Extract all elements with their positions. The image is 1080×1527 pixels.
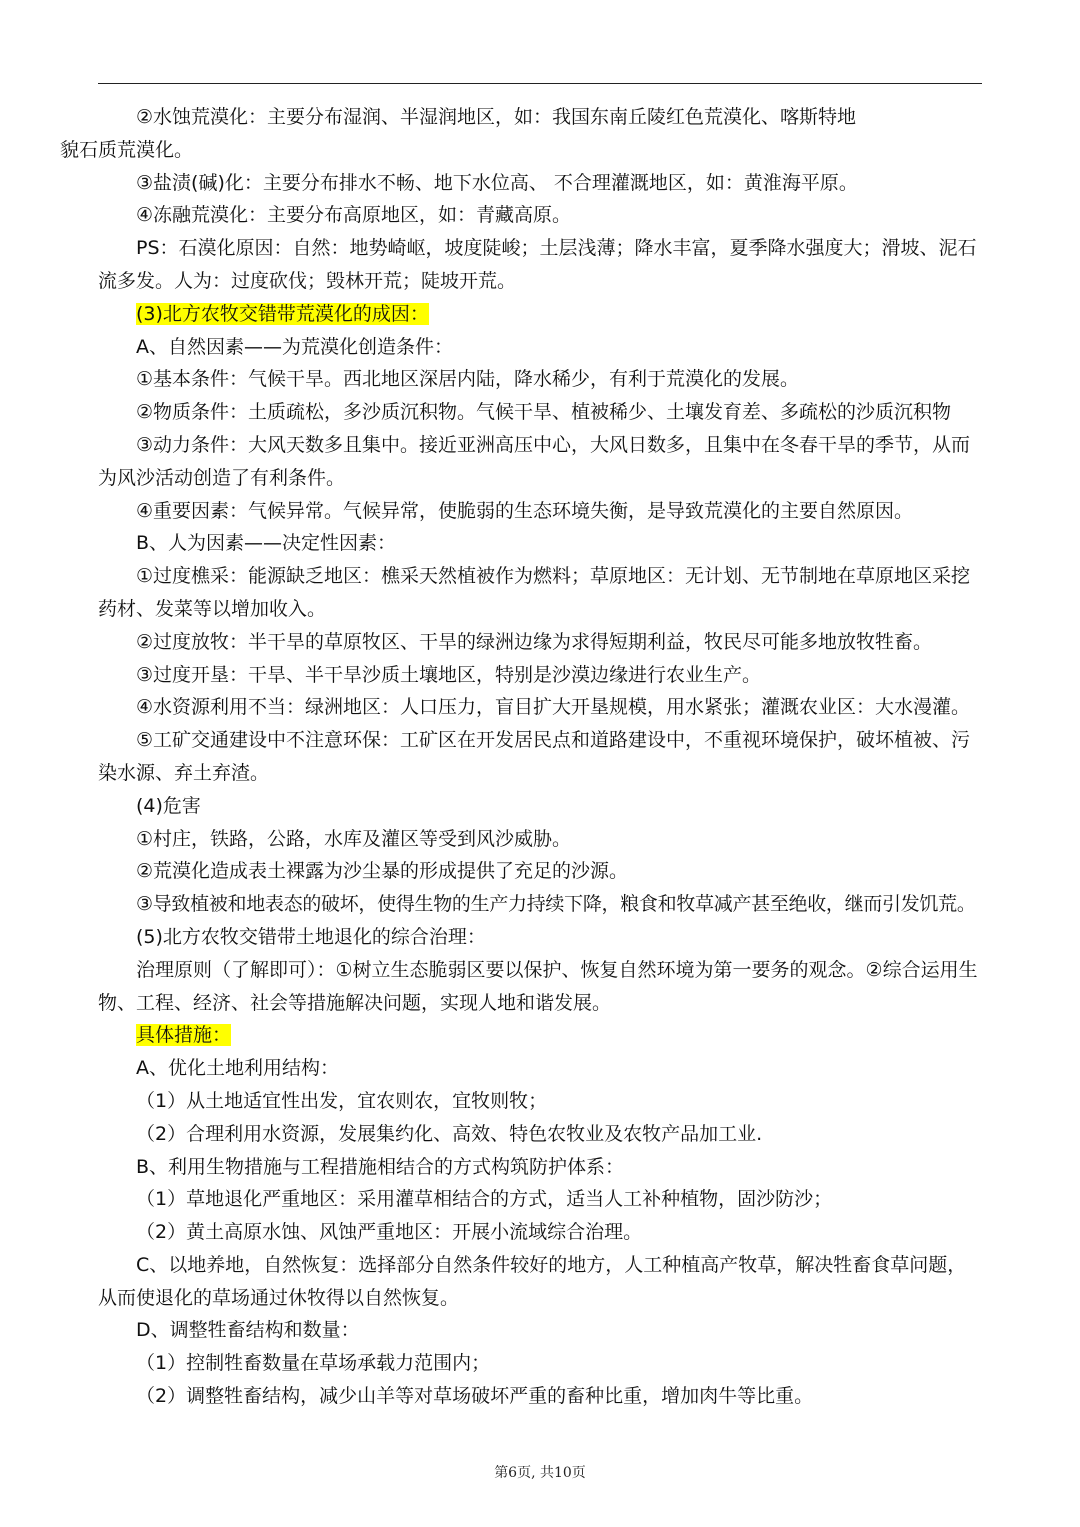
paragraph: ⑤工矿交通建设中不注意环保：工矿区在开发居民点和道路建设中，不重视环境保护，破坏植被、污染水源、弃土弃渣。: [98, 729, 971, 784]
paragraph: （2）调整牲畜结构，减少山羊等对草场破坏严重的畜种比重，增加肉牛等比重。: [136, 1385, 814, 1408]
paragraph: [98, 1019, 982, 1052]
paragraph: D、调整牲畜结构和数量：: [136, 1319, 360, 1342]
paragraph: ③动力条件：大风天数多且集中。接近亚洲高压中心，大风日数多，且集中在冬春干旱的季节，从而为风沙活动创造了有利条件。: [98, 433, 971, 489]
paragraph: B、人为因素——决定性因素：: [136, 532, 397, 555]
paragraph: B、利用生物措施与工程措施相结合的方式构筑防护体系：: [136, 1155, 625, 1178]
paragraph: （2）合理利用水资源，发展集约化、高效、特色农牧业及农牧产品加工业.: [136, 1122, 763, 1145]
page-number: 第6页, 共10页: [494, 1465, 586, 1481]
paragraph: ①过度樵采：能源缺乏地区：樵采天然植被作为燃料；草原地区：无计划、无节制地在草原地区采挖药材、发菜等以增加收入。: [98, 565, 971, 620]
paragraph: ①村庄，铁路，公路，水库及灌区等受到风沙威胁。: [136, 827, 572, 850]
document-body: [60, 101, 982, 1413]
highlighted-heading: (3)北方农牧交错带荒漠化的成因：: [136, 302, 429, 325]
header-rule: [98, 83, 982, 84]
paragraph: ②过度放牧：半干旱的草原牧区、干旱的绿洲边缘为求得短期利益，牧民尽可能多地放牧牲畜。: [136, 630, 933, 653]
paragraph: (4)危害: [136, 794, 201, 817]
paragraph: ④重要因素：气候异常。气候异常，使脆弱的生态环境失衡，是导致荒漠化的主要自然原因。: [136, 499, 914, 522]
paragraph: （1）草地退化严重地区：采用灌草相结合的方式，适当人工补种植物，固沙防沙；: [136, 1188, 833, 1211]
paragraph: ②物质条件：土质疏松，多沙质沉积物。气候干旱、植被稀少、土壤发育差、多疏松的沙质沉积物: [136, 401, 952, 424]
paragraph: [98, 298, 982, 331]
paragraph: ②荒漠化造成表土裸露为沙尘暴的形成提供了充足的沙源。: [136, 860, 629, 883]
paragraph: （1）控制牲畜数量在草场承载力范围内；: [136, 1352, 491, 1375]
paragraph: ④水资源利用不当：绿洲地区：人口压力，盲目扩大开垦规模，用水紧张；灌溉农业区：大水漫灌。: [136, 696, 971, 719]
paragraph: C、以地养地，自然恢复：选择部分自然条件较好的地方，人工种植高产牧草，解决牲畜食草问题，从而使退化的草场通过休牧得以自然恢复。: [98, 1253, 967, 1309]
paragraph: 治理原则（了解即可）：①树立生态脆弱区要以保护、恢复自然环境为第一要务的观念。②综合运用生物、工程、经济、社会等措施解决问题，实现人地和谐发展。: [98, 958, 978, 1014]
paragraph: PS：石漠化原因：自然：地势崎岖，坡度陡峻；土层浅薄；降水丰富，夏季降水强度大；滑坡、泥石流多发。人为：过度砍伐；毁林开荒；陡坡开荒。: [98, 237, 977, 292]
paragraph: ③导致植被和地表态的破坏，使得生物的生产力持续下降，粮食和牧草减产甚至绝收，继而引发饥荒。: [136, 893, 976, 916]
paragraph: A、优化土地利用结构：: [136, 1057, 339, 1080]
paragraph: A、自然因素——为荒漠化创造条件：: [136, 335, 453, 358]
paragraph: [60, 101, 982, 167]
paragraph: （1）从土地适宜性出发，宜农则农，宜牧则牧；: [136, 1089, 548, 1112]
paragraph: ③盐渍(碱)化：主要分布排水不畅、地下水位高、 不合理灌溉地区，如：黄淮海平原。: [136, 171, 858, 194]
paragraph: (5)北方农牧交错带土地退化的综合治理：: [136, 925, 486, 948]
paragraph: ①基本条件：气候干旱。西北地区深居内陆，降水稀少，有利于荒漠化的发展。: [136, 368, 800, 391]
line-text: 貌石质荒漠化。: [60, 138, 194, 161]
paragraph: ③过度开垦：干旱、半干旱沙质土壤地区，特别是沙漠边缘进行农业生产。: [136, 663, 762, 686]
paragraph: （2）黄土高原水蚀、风蚀严重地区：开展小流域综合治理。: [136, 1221, 643, 1244]
line-text: ②水蚀荒漠化：主要分布湿润、半湿润地区，如：我国东南丘陵红色荒漠化、喀斯特地: [136, 106, 857, 128]
highlighted-heading: 具体措施：: [136, 1024, 232, 1047]
paragraph: ④冻融荒漠化：主要分布高原地区，如：青藏高原。: [136, 204, 572, 227]
